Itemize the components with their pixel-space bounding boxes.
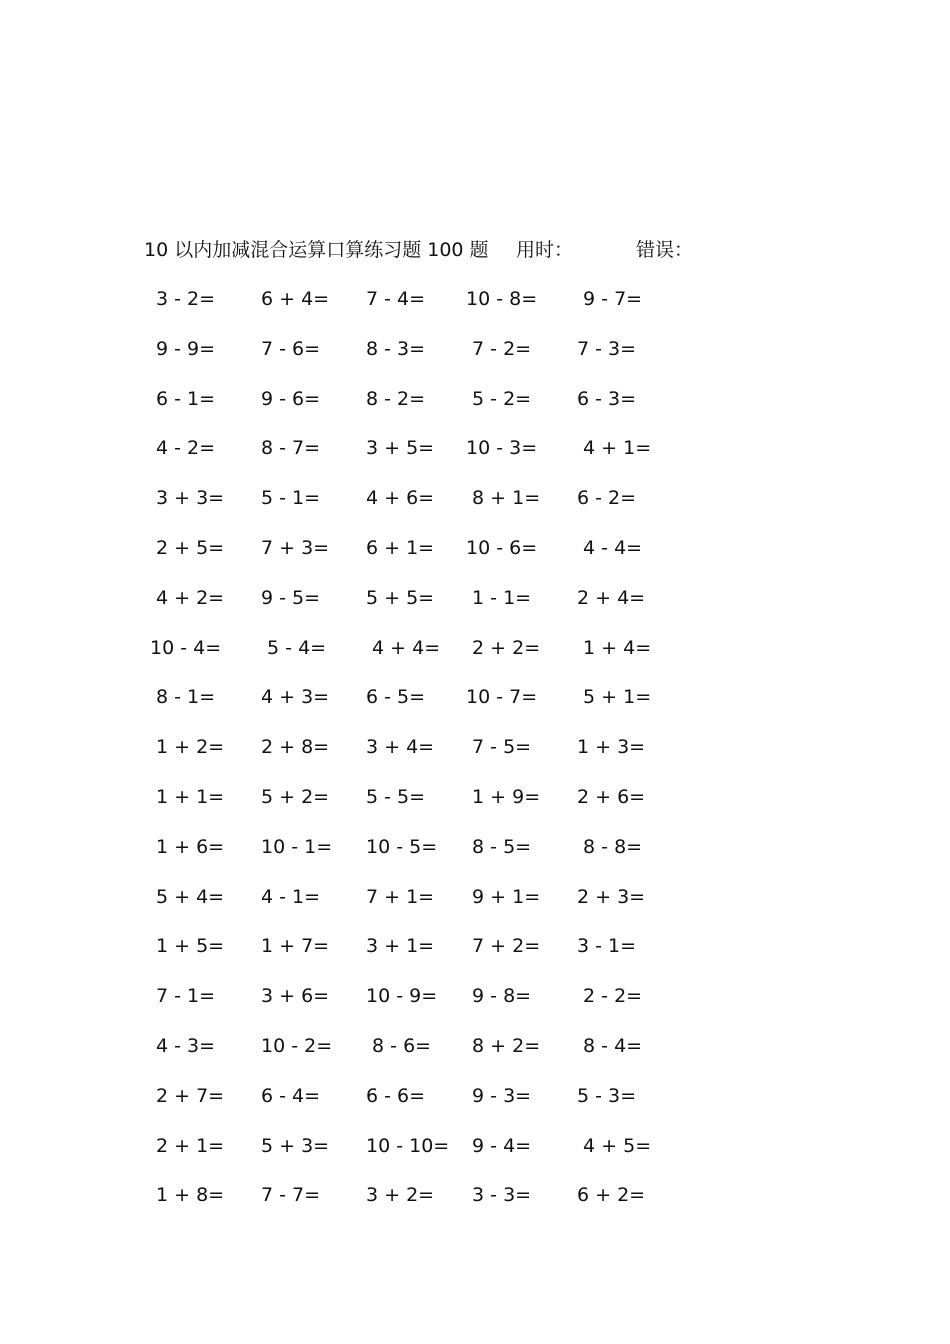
problem-item: 9 - 8= <box>466 985 532 1008</box>
problem-item: 9 + 1= <box>466 885 541 908</box>
problem-item: 8 - 6= <box>366 1035 432 1057</box>
problem-item: 5 + 4= <box>156 885 225 908</box>
problem-item: 10 - 6= <box>466 537 538 559</box>
problem-row <box>0 1081 950 1111</box>
problem-item: 2 + 2= <box>466 636 541 659</box>
problem-item: 7 - 7= <box>261 1184 321 1207</box>
problem-item: 5 + 1= <box>577 686 652 709</box>
problem-item: 4 - 2= <box>156 437 216 460</box>
problem-row <box>0 284 950 314</box>
problem-row <box>0 732 950 762</box>
problem-row <box>0 981 950 1011</box>
problem-row <box>0 832 950 862</box>
problem-item: 10 - 5= <box>366 835 438 858</box>
problem-item: 8 - 7= <box>261 437 321 460</box>
problem-item: 8 + 1= <box>466 487 541 510</box>
problem-item: 6 + 1= <box>366 537 435 559</box>
problem-item: 7 - 3= <box>577 337 637 360</box>
problem-item: 1 + 6= <box>156 835 225 858</box>
problem-item: 6 + 2= <box>577 1184 646 1207</box>
problem-item: 2 + 8= <box>261 736 330 759</box>
problem-item: 7 - 6= <box>261 337 321 360</box>
problem-item: 1 + 5= <box>156 935 225 958</box>
problem-item: 7 - 2= <box>466 337 532 360</box>
problem-item: 10 - 7= <box>466 686 538 709</box>
problem-item: 4 - 3= <box>156 1035 216 1057</box>
problem-item: 8 - 2= <box>366 387 426 410</box>
problem-item: 4 + 6= <box>366 487 435 510</box>
problem-item: 5 - 2= <box>466 387 532 410</box>
problem-item: 5 - 1= <box>261 487 321 510</box>
problem-item: 1 + 2= <box>156 736 225 759</box>
problem-item: 4 - 4= <box>577 537 643 559</box>
problem-item: 4 + 4= <box>366 636 441 659</box>
problem-item: 1 - 1= <box>466 586 532 609</box>
problem-row <box>0 483 950 513</box>
problem-item: 3 - 2= <box>156 288 216 310</box>
problem-item: 9 - 4= <box>466 1134 532 1157</box>
problem-item: 10 - 10= <box>366 1134 450 1157</box>
problem-item: 4 + 2= <box>156 586 225 609</box>
problem-item: 10 - 2= <box>261 1035 333 1057</box>
problem-item: 3 + 6= <box>261 985 330 1008</box>
problem-item: 3 + 4= <box>366 736 435 759</box>
worksheet-title: 10 以内加减混合运算口算练习题 100 题 <box>144 239 489 261</box>
problem-item: 1 + 9= <box>466 786 541 808</box>
problem-item: 6 - 2= <box>577 487 637 510</box>
problem-item: 6 - 1= <box>156 387 216 410</box>
problem-row <box>0 1031 950 1061</box>
problem-row <box>0 633 950 663</box>
problem-item: 8 - 4= <box>577 1035 643 1057</box>
problem-row <box>0 583 950 613</box>
problem-item: 10 - 3= <box>466 437 538 460</box>
problem-item: 8 - 8= <box>577 835 643 858</box>
problem-item: 9 - 3= <box>466 1084 532 1107</box>
problem-row <box>0 433 950 463</box>
problem-item: 5 + 2= <box>261 786 330 808</box>
problem-item: 10 - 1= <box>261 835 333 858</box>
problem-item: 6 + 4= <box>261 288 330 310</box>
problem-item: 4 + 5= <box>577 1134 652 1157</box>
problem-item: 10 - 4= <box>150 636 222 659</box>
problem-item: 1 + 8= <box>156 1184 225 1207</box>
problem-item: 2 + 3= <box>577 885 646 908</box>
problem-item: 5 - 4= <box>261 636 327 659</box>
problem-item: 4 + 3= <box>261 686 330 709</box>
problem-item: 3 - 3= <box>466 1184 532 1207</box>
problem-item: 9 - 6= <box>261 387 321 410</box>
problem-row <box>0 384 950 414</box>
problem-item: 7 + 2= <box>466 935 541 958</box>
errors-label: 错误： <box>636 239 694 261</box>
problem-item: 1 + 3= <box>577 736 646 759</box>
problem-item: 3 + 1= <box>366 935 435 958</box>
problem-item: 2 + 5= <box>156 537 225 559</box>
problem-item: 6 - 4= <box>261 1084 321 1107</box>
problem-item: 4 - 1= <box>261 885 321 908</box>
problem-item: 10 - 8= <box>466 288 538 310</box>
problem-item: 8 - 3= <box>366 337 426 360</box>
problem-item: 3 + 5= <box>366 437 435 460</box>
time-used-label: 用时： <box>516 239 574 261</box>
problem-item: 9 - 9= <box>156 337 216 360</box>
problem-item: 6 - 6= <box>366 1084 426 1107</box>
problem-item: 5 + 5= <box>366 586 435 609</box>
problem-row <box>0 334 950 364</box>
problem-item: 2 + 6= <box>577 786 646 808</box>
problem-item: 2 + 4= <box>577 586 646 609</box>
problem-item: 6 - 3= <box>577 387 637 410</box>
problem-item: 5 + 3= <box>261 1134 330 1157</box>
problem-row <box>0 533 950 563</box>
problem-item: 4 + 1= <box>577 437 652 460</box>
problem-row <box>0 782 950 812</box>
problem-item: 2 - 2= <box>577 985 643 1008</box>
problem-item: 7 - 4= <box>366 288 426 310</box>
problem-item: 7 - 5= <box>466 736 532 759</box>
problem-item: 7 + 3= <box>261 537 330 559</box>
problem-item: 1 + 7= <box>261 935 330 958</box>
problem-item: 8 + 2= <box>466 1035 541 1057</box>
problem-item: 7 - 1= <box>156 985 216 1008</box>
problem-row <box>0 1131 950 1161</box>
problem-item: 6 - 5= <box>366 686 426 709</box>
problem-item: 3 + 3= <box>156 487 225 510</box>
problem-item: 2 + 1= <box>156 1134 225 1157</box>
problem-item: 5 - 5= <box>366 786 426 808</box>
problem-row <box>0 1180 950 1210</box>
problem-item: 9 - 5= <box>261 586 321 609</box>
problem-item: 10 - 9= <box>366 985 438 1008</box>
problem-item: 8 - 1= <box>156 686 216 709</box>
problem-row <box>0 682 950 712</box>
problem-row <box>0 931 950 961</box>
problem-item: 3 + 2= <box>366 1184 435 1207</box>
problem-row <box>0 882 950 912</box>
problem-item: 7 + 1= <box>366 885 435 908</box>
problem-item: 5 - 3= <box>577 1084 637 1107</box>
problem-item: 1 + 1= <box>156 786 225 808</box>
problem-item: 3 - 1= <box>577 935 637 958</box>
problem-item: 8 - 5= <box>466 835 532 858</box>
problem-item: 2 + 7= <box>156 1084 225 1107</box>
problem-item: 9 - 7= <box>577 288 643 310</box>
problem-item: 1 + 4= <box>577 636 652 659</box>
